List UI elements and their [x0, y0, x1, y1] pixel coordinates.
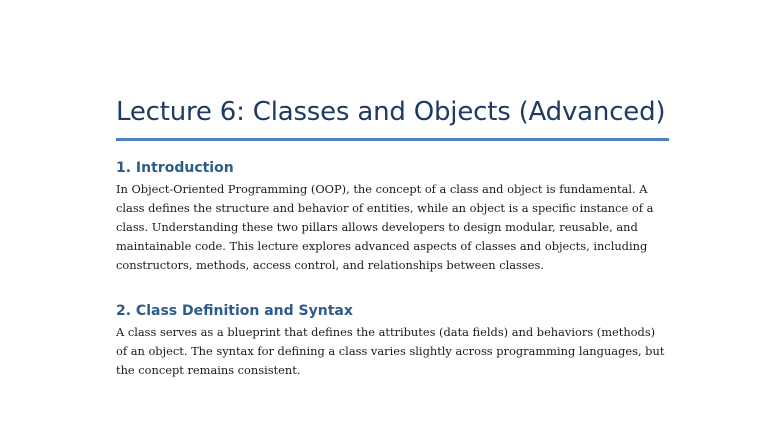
document-title: Lecture 6: Classes and Objects (Advanced) — [116, 97, 666, 127]
title-divider — [116, 138, 669, 141]
section-body-introduction: In Object-Oriented Programming (OOP), the concept of a class and object is fundamental. A class defines the structure and behavior of entities, while an object is a specific instance of a class. Understanding these two pillars allows developers to design modular, reusable, and maintainable code. This lecture explores advanced aspects of classes and objects, including constructors, methods, access control, and relationships between classes. — [116, 182, 654, 272]
section-heading-introduction: 1. Introduction — [116, 160, 234, 176]
section-heading-class-definition: 2. Class Definition and Syntax — [116, 303, 353, 319]
section-body-class-definition: A class serves as a blueprint that defines the attributes (data fields) and behaviors (methods) of an object. The syntax for defining a class varies slightly across programming languages, but the concept remains consistent. — [116, 325, 665, 377]
document-page — [116, 94, 669, 380]
